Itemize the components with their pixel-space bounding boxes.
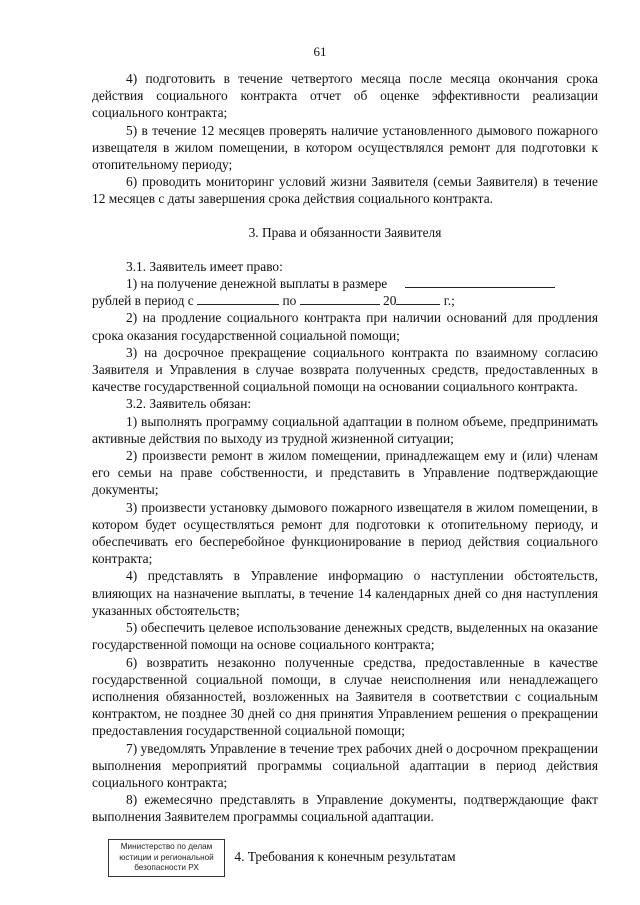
paragraph: 6) проводить мониторинг условий жизни Заявителя (семьи Заявителя) в течение 12 месяцев с даты завершения срока действия социального контракта. [92, 174, 598, 207]
stamp-line: юстиции и региональной [119, 852, 214, 862]
page-number: 61 [313, 44, 327, 59]
section-4-title: 4. Требования к конечным результатам [234, 848, 456, 864]
paragraph: 3) произвести установку дымового пожарного извещателя в жилом помещении, в котором будет осуществляться ремонт для подготовки к отопительному периоду, и обеспечивать его бесперебойное функционирование в период действия социального контракта; [92, 499, 598, 567]
section-3-title: 3. Права и обязанности Заявителя [248, 224, 442, 240]
document-body [92, 70, 598, 865]
right-1-period-text: рублей в период с [92, 293, 194, 309]
paragraph: 5) в течение 12 месяцев проверять наличие установленного дымового пожарного извещателя в жилом помещении, в котором осуществлялся ремонт для подготовки к отопительному периоду; [92, 122, 598, 173]
paragraph-right-1 [92, 275, 598, 292]
paragraph-right-1-cont [92, 292, 598, 309]
blank-date-to [300, 292, 380, 305]
paragraph: 8) ежемесячно представлять в Управление документы, подтверждающие факт выполнения Заявителем программы социальной адаптации. [92, 792, 598, 825]
stamp-line: безопасности РХ [134, 863, 199, 872]
ministry-stamp [108, 839, 225, 877]
subsection-3-1: 3.1. Заявитель имеет право: [126, 258, 283, 274]
paragraph: 4) представлять в Управление информацию о наступлении обстоятельств, влияющих на назначение выплаты, в течение 14 календарных дней со дня наступления указанных обстоятельств; [92, 568, 598, 618]
paragraph: 2) на продление социального контракта при наличии оснований для продления срока оказания государственной социальной помощи; [92, 310, 598, 343]
paragraph: 4) подготовить в течение четвертого месяца после месяца окончания срока действия социального контракта отчет об оценке эффективности реализации социального контракта; [92, 71, 598, 121]
blank-amount [405, 275, 555, 288]
paragraph: 5) обеспечить целевое использование денежных средств, выделенных на оказание государственной помощи на основе социального контракта; [92, 620, 598, 653]
paragraph: 7) уведомлять Управление в течение трех рабочих дней о досрочном прекращении выполнения мероприятий программы социальной адаптации в период действия социального контракта; [92, 740, 598, 790]
right-1-year-text: 20 [383, 293, 397, 309]
subsection-3-2: 3.2. Заявитель обязан: [126, 396, 252, 412]
right-1-year-suffix: г.; [443, 293, 455, 309]
right-1-text: 1) на получение денежной выплаты в размере [126, 276, 388, 292]
paragraph: 3) на досрочное прекращение социального контракта по взаимному согласию Заявителя и Управления в случае возврата полученных средств, предоставленных в качестве государственной социальной помощи на основании социального контракта. [92, 344, 598, 395]
stamp-line: Министерство по делам [120, 842, 213, 851]
blank-year [396, 292, 440, 305]
right-1-to-text: по [282, 293, 297, 309]
paragraph: 2) произвести ремонт в жилом помещении, принадлежащем ему и (или) членам его семьи на праве собственности, и представить в Управление подтверждающие документы; [92, 448, 598, 498]
paragraph: 1) выполнять программу социальной адаптации в полном объеме, предпринимать активные действия по выходу из трудной жизненной ситуации; [92, 413, 598, 446]
paragraph: 6) возвратить незаконно полученные средства, предоставленные в качестве государственной социальной помощи, в случае неисполнения или ненадлежащего исполнения обязанностей, возложенных на Заявителя в соответствии с социальным контрактом, не позднее 30 дней со дня принятия Управлением решения о прекращении предоставления государственной социальной помощи; [92, 654, 598, 739]
blank-date-from [197, 292, 279, 305]
